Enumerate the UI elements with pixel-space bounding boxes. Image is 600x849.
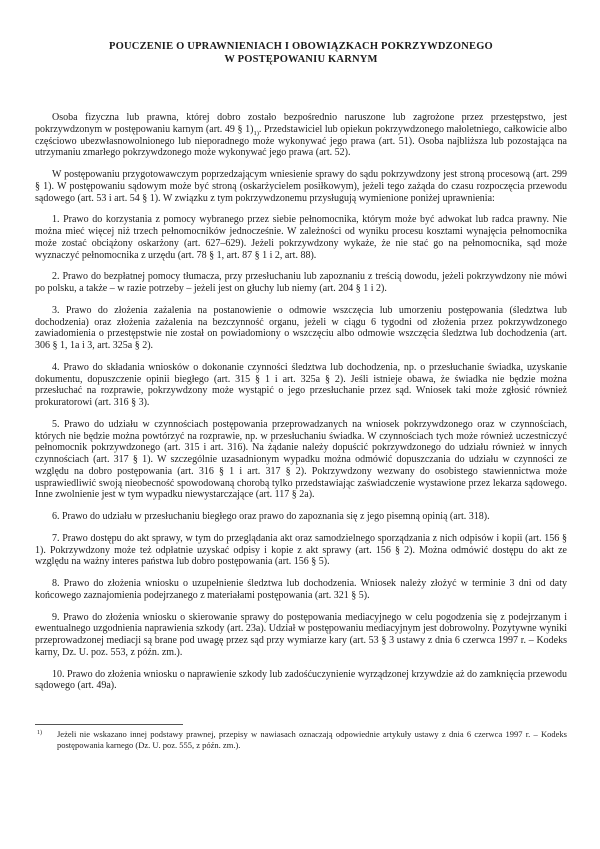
footnote — [35, 729, 567, 750]
right-point-1: 1. Prawo do korzystania z pomocy wybranego przez siebie pełnomocnika, którym może być adwokat lub radca prawny. Nie można mieć więcej niż trzech pełnomocników jednocześnie. W zależności od wyniku procesu kosztami wynajęcia pełnomocnika może zostać obciążony oskarżony (art. 627–629). Jeżeli pokrzywdzony wykaże, że nie stać go na pełnomocnika, sąd może wyznaczyć pełnomocnika z urzędu (art. 78 § 1, art. 87 § 1 i 2, art. 88). — [35, 214, 567, 261]
right-point-2: 2. Prawo do bezpłatnej pomocy tłumacza, przy przesłuchaniu lub zapoznaniu z treścią dowodu, jeżeli pokrzywdzony nie mówi po polsku, a także – w razie potrzeby – jeżeli jest on głuchy lub niemy (art. 204 § 1 i 2). — [35, 271, 567, 294]
footnote-text: Jeżeli nie wskazano innej podstawy prawnej, przepisy w nawiasach oznaczają odpowiednie artykuły ustawy z dnia 6 czerwca 1997 r. – Kodeks postępowania karnego (Dz. U. poz. 555, z późn. zm.). — [57, 729, 567, 750]
right-point-3: 3. Prawo do złożenia zażalenia na postanowienie o odmowie wszczęcia lub umorzeniu postępowania (śledztwa lub dochodzenia) oraz złożenia zażalenia na bezczynność organu, jeżeli w ciągu 6 tygodni od złożenia przez pokrzywdzonego zawiadomienia o przestępstwie nie został on powiadomiony o wszczęciu albo odmowie wszczęcia śledztwa lub dochodzenia (art. 306 § 1, 1a i 3, art. 325a § 2). — [35, 304, 567, 351]
right-point-7: 7. Prawo dostępu do akt sprawy, w tym do przeglądania akt oraz samodzielnego sporządzania z nich odpisów i kopii (art. 156 § 1). Pokrzywdzony może też odpłatnie uzyskać odpisy i kopie z akt sprawy (art. 156 § 2). Można odmówić dostępu do akt ze względu na ważny interes państwa lub dobro postępowania (art. 156 § 5). — [35, 532, 567, 568]
footnote-separator — [35, 724, 183, 725]
document-title — [35, 40, 567, 66]
right-point-4: 4. Prawo do składania wniosków o dokonanie czynności śledztwa lub dochodzenia, np. o przesłuchanie świadka, uzyskanie dokumentu, dopuszczenie opinii biegłego (art. 315 § 1 i art. 325a § 2). Jeśli istnieje obawa, że świadka nie będzie można przesłuchać na rozprawie, pokrzywdzony może wystąpić o jego przesłuchanie przez sąd. Wniosek taki może zgłosić również prokuratorowi (art. 316 § 3). — [35, 361, 567, 408]
intro-paragraph-2: W postępowaniu przygotowawczym poprzedzającym wniesienie sprawy do sądu pokrzywdzony jest stroną procesową (art. 299 § 1). W postępowaniu sądowym może być stroną (oskarżycielem posiłkowym), jeżeli tego zażąda do czasu rozpoczęcia przewodu sądowego (art. 53 i art. 54 § 1). W związku z tym pokrzywdzonemu przysługują wymienione poniżej uprawnienia: — [35, 169, 567, 204]
intro-paragraph-1 — [35, 112, 567, 159]
right-point-5: 5. Prawo do udziału w czynnościach postępowania przeprowadzanych na wniosek pokrzywdzonego oraz w czynnościach, których nie będzie można powtórzyć na rozprawie, np. w przesłuchaniu świadka. W czynnościach tych może również uczestniczyć pełnomocnik pokrzywdzonego (art. 315 i art. 316). Na żądanie należy dopuścić pokrzywdzonego do udziału również w innych czynnościach (art. 317 § 1). W szczególnie uzasadnionym wypadku można odmówić dopuszczania do udziału w czynności ze względu na dobro postępowania (art. 316 § 1 i art. 317 § 2). Pokrzywdzony wezwany do osobistego stawiennictwa może usprawiedliwić swoją nieobecność spowodowaną chorobą tylko przedstawiając zaświadczenie wystawione przez lekarza sądowego. Inne zwolnienie jest w tym wypadku niewystarczające (art. 117 § 2a). — [35, 418, 567, 501]
document-title-line2: W POSTĘPOWANIU KARNYM — [224, 54, 378, 65]
right-point-6: 6. Prawo do udziału w przesłuchaniu biegłego oraz prawo do zapoznania się z jego pisemną opinią (art. 318). — [52, 511, 490, 522]
document-title-line1: POUCZENIE O UPRAWNIENIACH I OBOWIĄZKACH POKRZYWDZONEGO — [109, 41, 493, 52]
intro-paragraph-1-text: Osoba fizyczna lub prawna, której dobro zostało bezpośrednio naruszone lub zagrożone przez przestępstwo, jest pokrzywdzonym w postępowaniu karnym (art. 49 § 1) — [35, 112, 567, 135]
intro-paragraph-1-continuation: . Przedstawiciel lub opiekun pokrzywdzonego małoletniego, całkowicie albo częściowo ubezwłasnowolnionego lub nieporadnego może wykonywać jego prawa (art. 51). Osoba najbliższa lub pozostająca na utrzymaniu zmarłego pokrzywdzonego może wykonywać jego prawa (art. 52). — [35, 123, 567, 159]
right-point-8: 8. Prawo do złożenia wniosku o uzupełnienie śledztwa lub dochodzenia. Wniosek należy złożyć w terminie 3 dni od daty końcowego zaznajomienia podejrzanego z materiałami postępowania (art. 321 § 5). — [35, 578, 567, 601]
right-point-10: 10. Prawo do złożenia wniosku o naprawienie szkody lub zadośćuczynienie wyrządzonej krzywdzie aż do zamknięcia przewodu sądowego (art. 49a). — [35, 668, 567, 692]
right-point-9: 9. Prawo do złożenia wniosku o skierowanie sprawy do postępowania mediacyjnego w celu pogodzenia się z podejrzanym i ewentualnego uzgodnienia naprawienia szkody (art. 23a). Udział w postępowaniu mediacyjnym jest dobrowolny. Pozytywne wyniki przeprowadzonej mediacji są brane pod uwagę przez sąd przy wymiarze kary (art. 53 § 3 ustawy z dnia 6 czerwca 1997 r. – Kodeks karny, Dz. U. poz. 553, z późn. zm.). — [35, 611, 567, 658]
footnote-area — [35, 724, 567, 750]
footnote-reference-marker: 1) — [253, 129, 259, 137]
footnote-marker: 1) — [37, 730, 42, 736]
